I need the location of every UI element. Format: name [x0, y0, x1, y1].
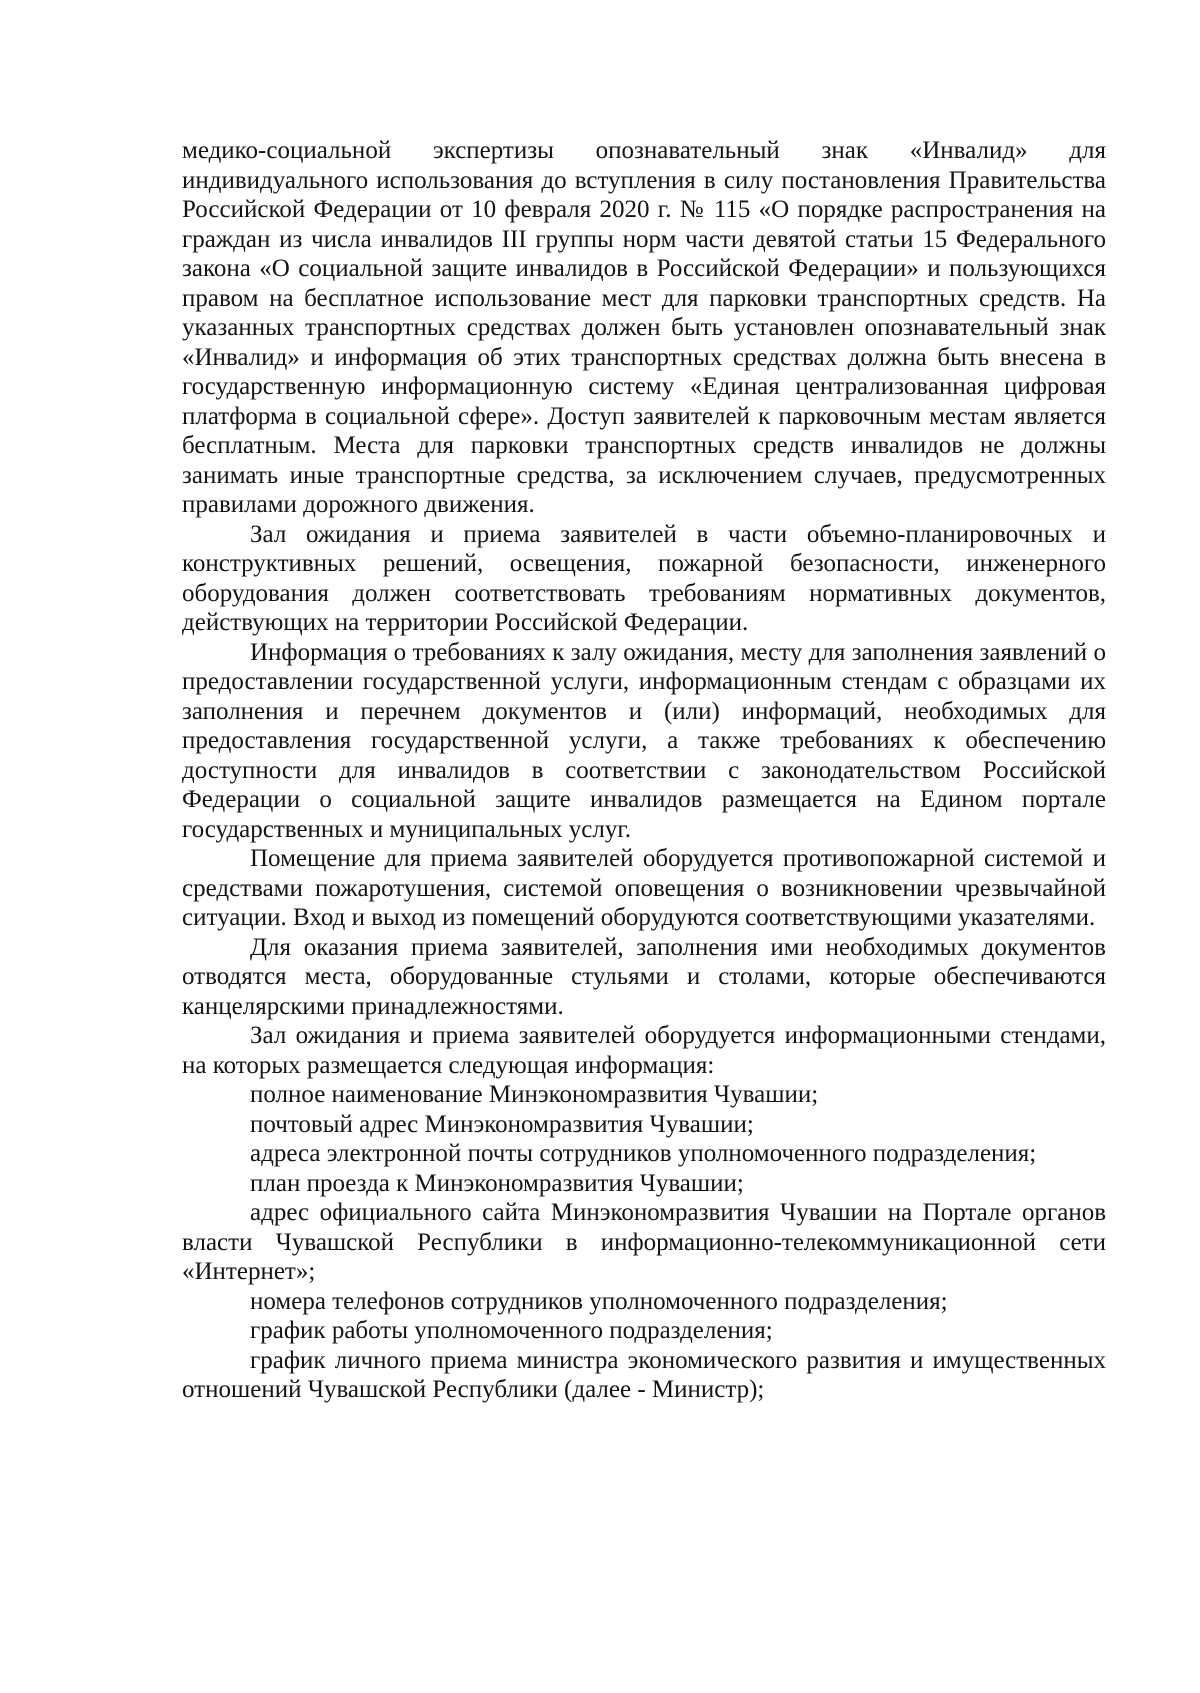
list-item-email-addresses: адреса электронной почты сотрудников уполномоченного подразделения;	[250, 1140, 1037, 1167]
list-item-website-address: адрес официального сайта Минэкономразвития Чувашии на Портале органов власти Чувашской Республики в информационно-телекоммуникационной сети «Интернет»;	[182, 1199, 1106, 1285]
paragraph-parking-continuation: медико-социальной экспертизы опознавательный знак «Инвалид» для индивидуального использования до вступления в силу постановления Правительства Российской Федерации от 10 февраля 2020 г. № 115 «О порядке распространения на граждан из числа инвалидов III группы норм части девятой статьи 15 Федерального закона «О социальной защите инвалидов в Российской Федерации» и пользующихся правом на бесплатное использование мест для парковки транспортных средств. На указанных транспортных средствах должен быть установлен опознавательный знак «Инвалид» и информация об этих транспортных средствах должна быть внесена в государственную информационную систему «Единая централизованная цифровая платформа в социальной сфере». Доступ заявителей к парковочным местам является бесплатным. Места для парковки транспортных средств инвалидов не должны занимать иные транспортные средства, за исключением случаев, предусмотренных правилами дорожного движения.	[182, 137, 1106, 518]
paragraph-fire-safety: Помещение для приема заявителей оборудуется противопожарной системой и средствами пожаротушения, системой оповещения о возникновении чрезвычайной ситуации. Вход и выход из помещений оборудуются соответствующими указателями.	[182, 845, 1106, 931]
list-item-phone-numbers: номера телефонов сотрудников уполномоченного подразделения;	[250, 1287, 948, 1315]
paragraph-info-stands: Зал ожидания и приема заявителей оборудуется информационными стендами, на которых размещается следующая информация:	[182, 1022, 1106, 1079]
paragraph-waiting-hall: Зал ожидания и приема заявителей в части объемно-планировочных и конструктивных решений, освещения, пожарной безопасности, инженерного оборудования должен соответствовать требованиям нормативных документов, действующих на территории Российской Федерации.	[182, 520, 1106, 636]
list-item-route-plan: план проезда к Минэкономразвития Чувашии;	[250, 1169, 744, 1197]
list-item-full-name: полное наименование Минэкономразвития Чувашии;	[250, 1081, 819, 1108]
document-body	[182, 136, 1106, 1405]
list-item-work-schedule: график работы уполномоченного подразделения;	[250, 1317, 773, 1344]
paragraph-reception-places: Для оказания приема заявителей, заполнения ими необходимых документов отводятся места, оборудованные стульями и столами, которые обеспечиваются канцелярскими принадлежностями.	[182, 933, 1106, 1020]
list-item-minister-reception: график личного приема министра экономического развития и имущественных отношений Чувашской Республики (далее - Министр);	[182, 1346, 1106, 1403]
list-item-postal-address: почтовый адрес Минэкономразвития Чувашии;	[250, 1110, 754, 1138]
paragraph-requirements-info: Информация о требованиях к залу ожидания, месту для заполнения заявлений о предоставлении государственной услуги, информационным стендам с образцами их заполнения и перечнем документов и (или) информаций, необходимых для предоставления государственной услуги, а также требованиях к обеспечению доступности для инвалидов в соответствии с законодательством Российской Федерации о социальной защите инвалидов размещается на Едином портале государственных и муниципальных услуг.	[182, 638, 1106, 843]
